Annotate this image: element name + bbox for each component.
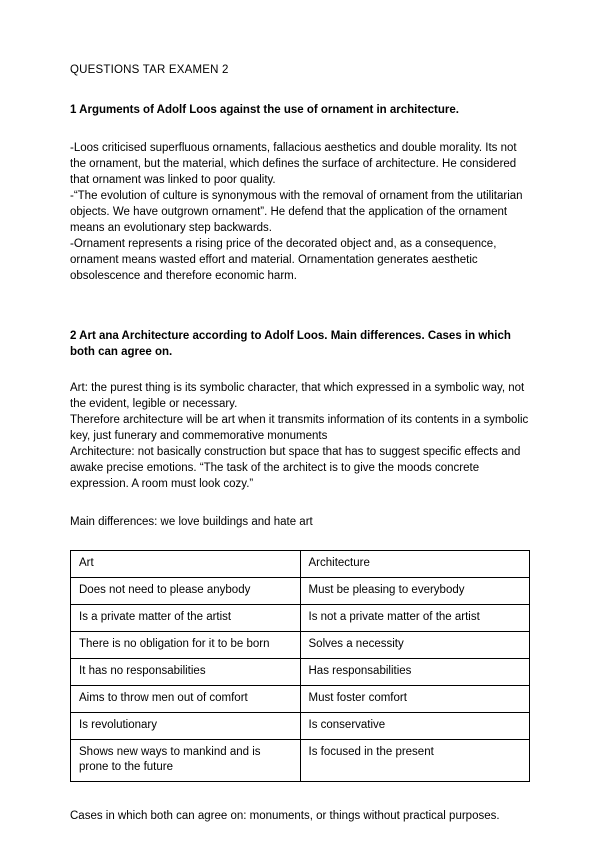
table-header-architecture: Architecture [300,551,530,578]
table-cell-art: Does not need to please anybody [71,578,301,605]
table-row [71,632,530,659]
table-cell-art: Is a private matter of the artist [71,605,301,632]
table-row [71,740,530,782]
section-2-paragraph: Art: the purest thing is its symbolic character, that which expressed in a symbolic way, not the evident, legible or necessary. [70,382,525,410]
section-1-heading: 1 Arguments of Adolf Loos against the use of ornament in architecture. [70,104,459,116]
document-content [70,62,532,824]
table-cell-architecture: Is not a private matter of the artist [300,605,530,632]
table-cell-art: Is revolutionary [71,713,301,740]
table-header-row [71,551,530,578]
main-differences-line: Main differences: we love buildings and hate art [70,516,313,528]
table-row [71,605,530,632]
table-cell-architecture: Is conservative [300,713,530,740]
section-1-item: -“The evolution of culture is synonymous with the removal of ornament from the utilitarian objects. We have outgrown ornament”. He defend that the application of the ornament means an evolutionary step backwards. [70,190,523,234]
table-row [71,659,530,686]
document-title: QUESTIONS TAR EXAMEN 2 [70,64,229,76]
table-cell-art: Aims to throw men out of comfort [71,686,301,713]
table-row [71,713,530,740]
section-spacer [70,306,532,328]
closing-line: Cases in which both can agree on: monuments, or things without practical purposes. [70,810,500,822]
section-2-heading: 2 Art ana Architecture according to Adolf Loos. Main differences. Cases in which both can agree on. [70,330,511,358]
section-1-body [70,140,532,284]
table-row [71,686,530,713]
table-cell-art: Shows new ways to mankind and is prone to the future [71,740,301,782]
table-cell-art: It has no responsabilities [71,659,301,686]
table-cell-architecture: Must be pleasing to everybody [300,578,530,605]
section-2-paragraph: Architecture: not basically construction but space that has to suggest specific effects and awake precise emotions. “The task of the architect is to give the moods concrete expression. A room must look cozy.” [70,446,521,490]
table-cell-architecture: Is focused in the present [300,740,530,782]
table-row [71,578,530,605]
table-cell-art: There is no obligation for it to be born [71,632,301,659]
table-cell-architecture: Must foster comfort [300,686,530,713]
section-1-item: -Loos criticised superfluous ornaments, fallacious aesthetics and double morality. Its not the ornament, but the material, which defines the surface of architecture. He considered that ornament was linked to poor quality. [70,142,517,186]
section-2-paragraph: Therefore architecture will be art when it transmits information of its contents in a symbolic key, just funerary and commemorative monuments [70,414,529,442]
section-2-body [70,380,532,492]
art-architecture-table [70,550,530,782]
table-cell-architecture: Has responsabilities [300,659,530,686]
table-cell-architecture: Solves a necessity [300,632,530,659]
table-header-art: Art [71,551,301,578]
section-1-item: -Ornament represents a rising price of the decorated object and, as a consequence, ornament means wasted effort and material. Ornamentation generates aesthetic obsolescence and therefore economic harm. [70,238,497,282]
